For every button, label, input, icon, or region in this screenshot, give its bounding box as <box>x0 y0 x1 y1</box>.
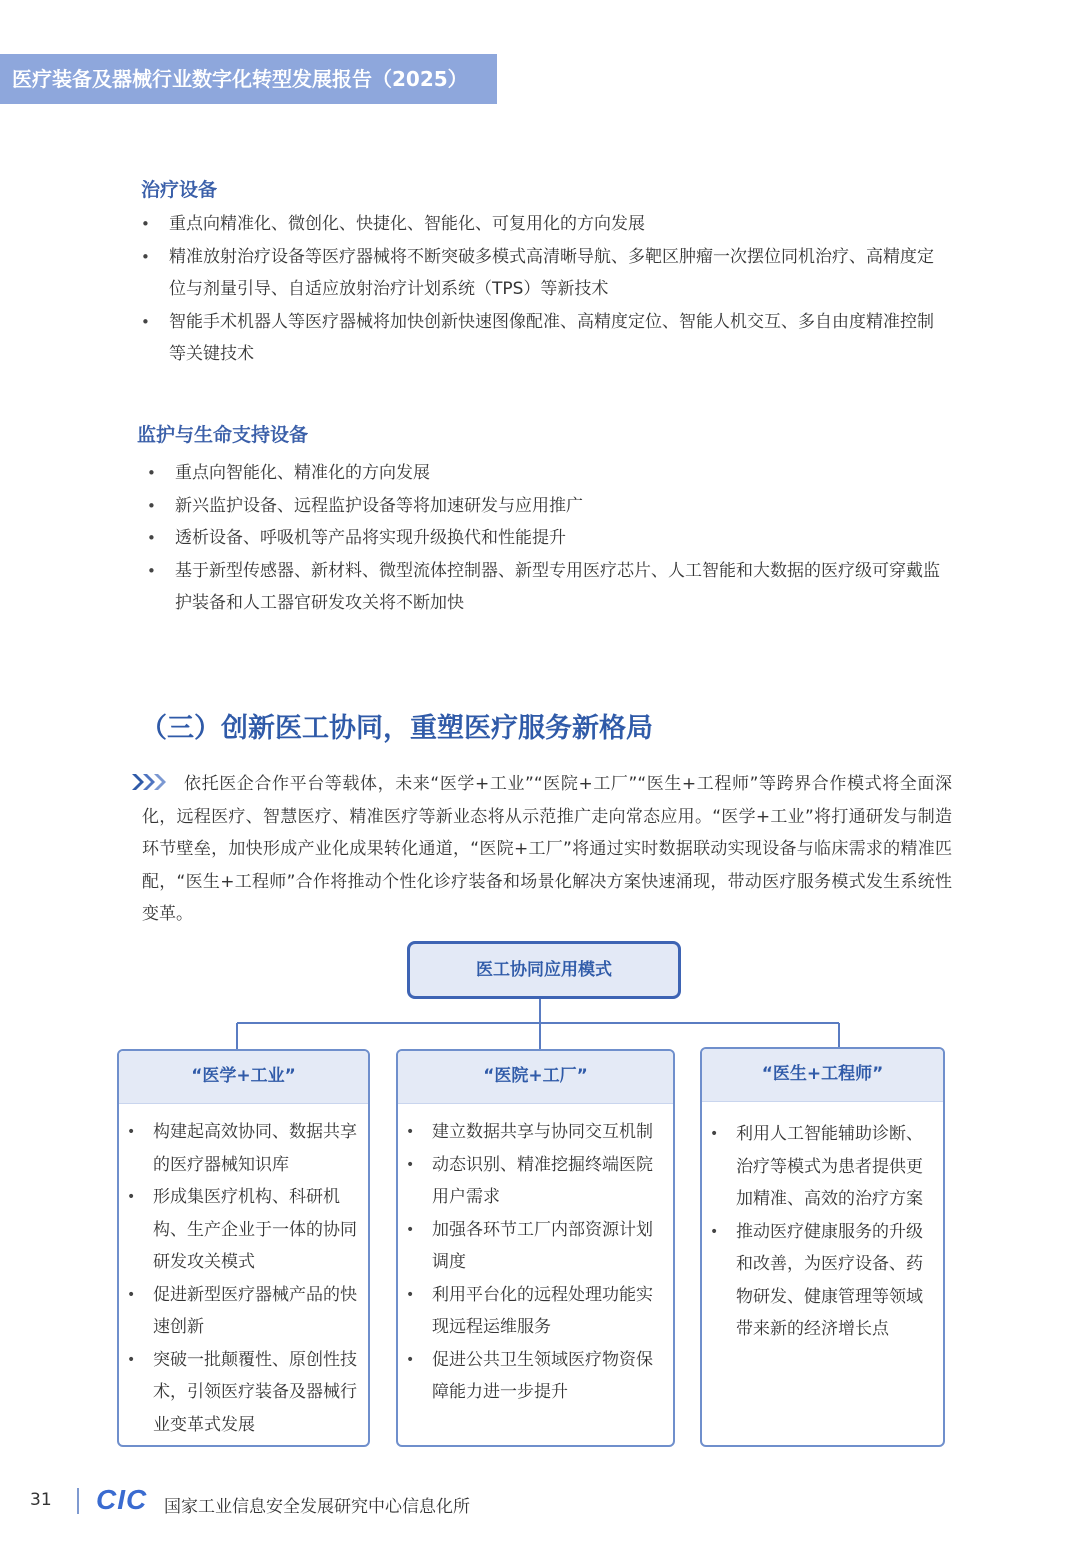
hospital-factory-title: “医院+工厂” <box>398 1051 673 1104</box>
treatment-heading: 治疗设备 <box>141 179 218 201</box>
list-item: • 推动医疗健康服务的升级和改善，为医疗设备、药物研发、健康管理等领域带来新的经济增长点 <box>708 1216 933 1346</box>
list-item: • 建立数据共享与协同交互机制 <box>404 1116 663 1149</box>
organization-name: 国家工业信息安全发展研究中心信息化所 <box>164 1497 470 1517</box>
hospital-factory-box <box>396 1049 675 1447</box>
list-item: • 重点向智能化、精准化的方向发展 <box>143 457 953 490</box>
list-item: • 利用人工智能辅助诊断、治疗等模式为患者提供更加精准、高效的治疗方案 <box>708 1118 933 1216</box>
report-title-banner: 医疗装备及器械行业数字化转型发展报告（2025） <box>0 54 497 104</box>
list-item: • 基于新型传感器、新材料、微型流体控制器、新型专用医疗芯片、人工智能和大数据的医疗级可穿戴监护装备和人工器官研发攻关将不断加快 <box>143 555 953 620</box>
list-item: • 利用平台化的远程处理功能实现远程运维服务 <box>404 1279 663 1344</box>
medicine-industry-title: “医学+工业” <box>119 1051 368 1104</box>
section-paragraph: 依托医企合作平台等载体，未来“医学+工业”“医院+工厂”“医生+工程师”等跨界合作模式将全面深化，远程医疗、智慧医疗、精准医疗等新业态将从示范推广走向常态应用。“医学+工业”将打通研发与制造环节壁垒，加快形成产业化成果转化通道，“医院+工厂”将通过实时数据联动实现设备与临床需求的精准匹配，“医生+工程师”合作将推动个性化诊疗装备和场景化解决方案快速涌现，带动医疗服务模式发生系统性变革。 <box>142 774 952 924</box>
list-item: • 智能手术机器人等医疗器械将加快创新快速图像配准、高精度定位、智能人机交互、多自由度精准控制等关键技术 <box>137 306 947 371</box>
list-item: • 突破一批颠覆性、原创性技术，引领医疗装备及器械行业变革式发展 <box>125 1344 358 1442</box>
monitoring-heading: 监护与生命支持设备 <box>137 424 309 446</box>
diagram-root-box: 医工协同应用模式 <box>407 941 681 999</box>
doctor-engineer-box <box>700 1047 945 1447</box>
list-item: • 重点向精准化、微创化、快捷化、智能化、可复用化的方向发展 <box>137 208 947 241</box>
list-item: • 形成集医疗机构、科研机构、生产企业于一体的协同研发攻关模式 <box>125 1181 358 1279</box>
list-item: • 促进新型医疗器械产品的快速创新 <box>125 1279 358 1344</box>
list-item: • 促进公共卫生领域医疗物资保障能力进一步提升 <box>404 1344 663 1409</box>
list-item: • 动态识别、精准挖掘终端医院用户需求 <box>404 1149 663 1214</box>
list-item: • 透析设备、呼吸机等产品将实现升级换代和性能提升 <box>143 522 953 555</box>
doctor-engineer-list <box>702 1102 943 1346</box>
cic-logo: CIC <box>96 1484 148 1515</box>
page-number: 31 <box>30 1490 52 1510</box>
list-item: • 精准放射治疗设备等医疗器械将不断突破多模式高清晰导航、多靶区肿瘤一次摆位同机治疗、高精度定位与剂量引导、自适应放射治疗计划系统（TPS）等新技术 <box>137 241 947 306</box>
list-item: • 构建起高效协同、数据共享的医疗器械知识库 <box>125 1116 358 1181</box>
hospital-factory-list <box>398 1104 673 1409</box>
medicine-industry-box <box>117 1049 370 1447</box>
medicine-industry-list <box>119 1104 368 1441</box>
list-item: • 加强各环节工厂内部资源计划调度 <box>404 1214 663 1279</box>
section-title: （三）创新医工协同，重塑医疗服务新格局 <box>140 713 653 744</box>
list-item: • 新兴监护设备、远程监护设备等将加速研发与应用推广 <box>143 490 953 523</box>
doctor-engineer-title: “医生+工程师” <box>702 1049 943 1102</box>
footer-divider <box>77 1488 79 1514</box>
